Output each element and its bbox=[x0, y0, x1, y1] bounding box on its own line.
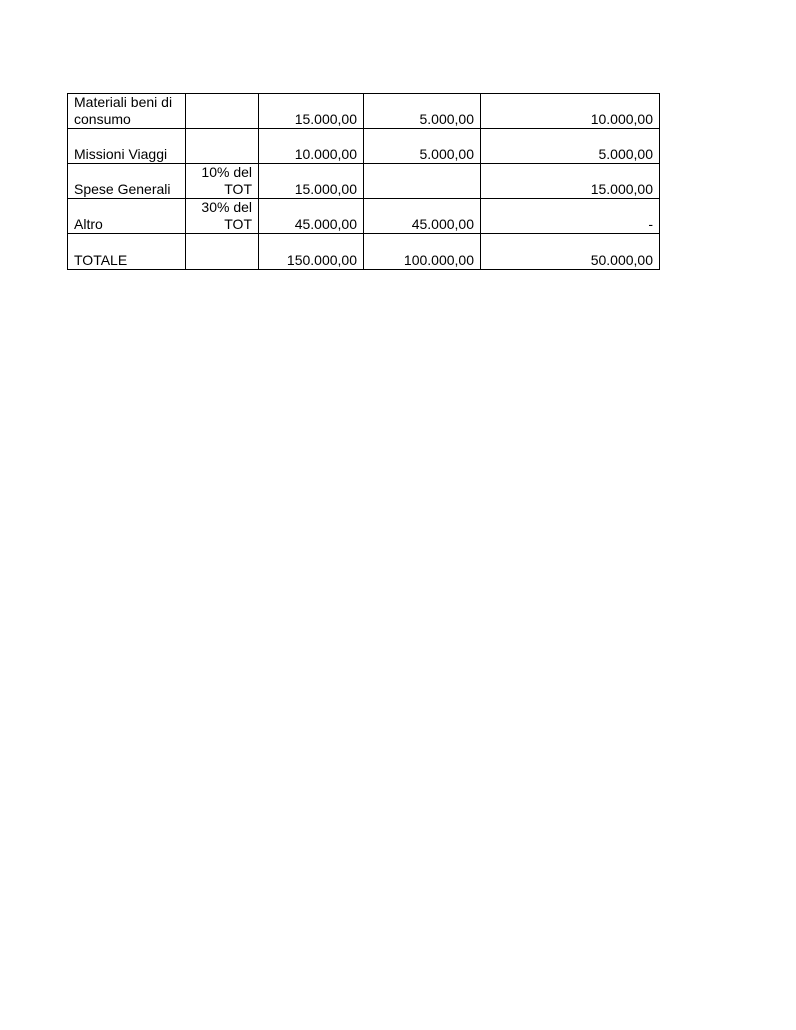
amount-cell bbox=[364, 164, 481, 199]
amount-cell: 45.000,00 bbox=[259, 199, 364, 234]
amount-cell: 10.000,00 bbox=[259, 129, 364, 164]
table-row bbox=[68, 164, 660, 199]
cost-item-note bbox=[186, 94, 259, 129]
cost-item-note: 10% del TOT bbox=[186, 164, 259, 199]
amount-cell: 5.000,00 bbox=[364, 94, 481, 129]
table-row bbox=[68, 94, 660, 129]
amount-cell: 45.000,00 bbox=[364, 199, 481, 234]
amount-cell: 15.000,00 bbox=[259, 164, 364, 199]
amount-cell: 15.000,00 bbox=[259, 94, 364, 129]
cost-item-label: Spese Generali bbox=[68, 164, 186, 199]
table-row bbox=[68, 199, 660, 234]
cost-item-note bbox=[186, 129, 259, 164]
table-row bbox=[68, 129, 660, 164]
cost-item-label: Missioni Viaggi bbox=[68, 129, 186, 164]
amount-cell: 5.000,00 bbox=[364, 129, 481, 164]
budget-table bbox=[67, 93, 660, 270]
total-amount-cell: 50.000,00 bbox=[481, 234, 660, 270]
cost-item-note: 30% del TOT bbox=[186, 199, 259, 234]
total-amount-cell: 150.000,00 bbox=[259, 234, 364, 270]
total-note bbox=[186, 234, 259, 270]
amount-cell: 15.000,00 bbox=[481, 164, 660, 199]
cost-item-label: Altro bbox=[68, 199, 186, 234]
cost-item-label: Materiali beni di consumo bbox=[68, 94, 186, 129]
amount-cell: 5.000,00 bbox=[481, 129, 660, 164]
total-label: TOTALE bbox=[68, 234, 186, 270]
amount-cell: - bbox=[481, 199, 660, 234]
total-row bbox=[68, 234, 660, 270]
total-amount-cell: 100.000,00 bbox=[364, 234, 481, 270]
amount-cell: 10.000,00 bbox=[481, 94, 660, 129]
